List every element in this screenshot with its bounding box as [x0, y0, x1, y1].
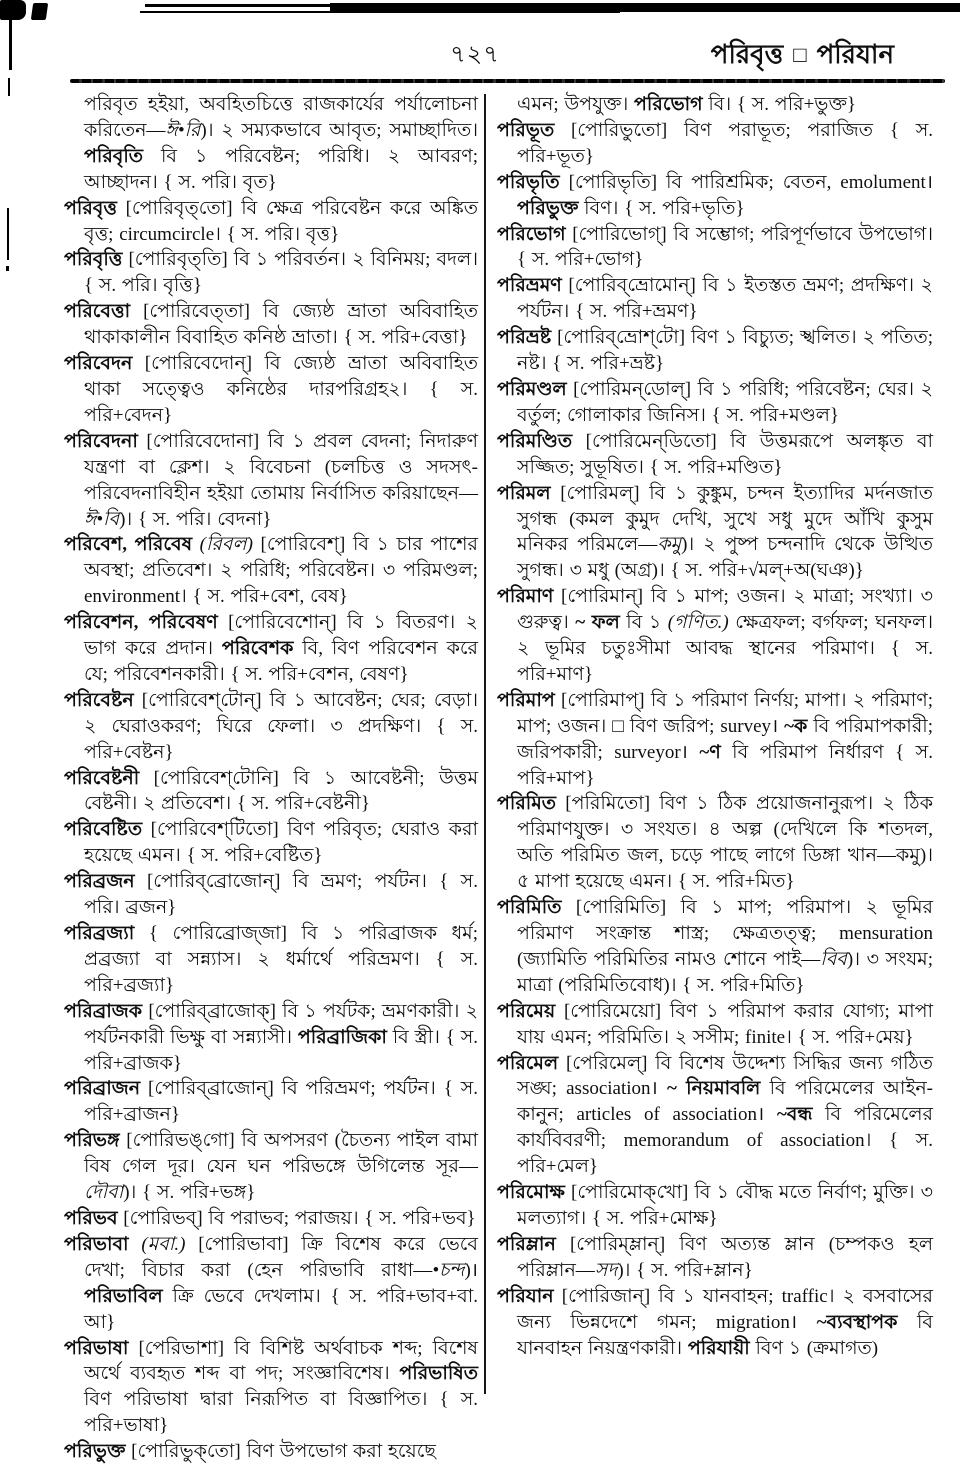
headword: পরিমণ্ডিত	[497, 430, 573, 452]
sub-headword: ~ ফল	[575, 612, 620, 634]
guide-words	[711, 34, 894, 78]
dict-entry	[64, 610, 478, 688]
dict-entry	[64, 999, 478, 1077]
sub-headword: ~ব্যবস্থাপক	[816, 1311, 898, 1333]
entry-text: )। ২ সম্যকভাবে আবৃত; সমাচ্ছাদিত।	[200, 119, 478, 141]
right-column	[497, 92, 933, 1361]
dict-entry	[64, 766, 478, 818]
entry-text: বিণ পরিভাষা দ্বারা নিরূপিত বা বিজ্ঞাপিত। { স. পরি+ভাষা}	[84, 1389, 478, 1437]
entry-text: [পোরিব্‌ব্রাজোক্‌] বি ১ পর্যটক; ভ্রমণকারী। ২ পর্যটনকারী ভিক্ষু বা সন্ন্যাসী।	[84, 1000, 478, 1048]
entry-text: (গণিত.)	[667, 612, 729, 634]
entry-text: [পোরিব্‌ভ্রোশ্‌টো] বিণ ১ বিচ্যুত; স্খলিত। ২ পতিত; নষ্ট। { স. পরি+ভ্রষ্ট}	[517, 327, 933, 375]
entry-text: [পোরিবেশ্‌] বি ১ চার পাশের অবস্থা; প্রতিবেশ। ২ পরিধি; পরিবেষ্টন। ৩ পরিমণ্ডল; environment। { স. পরি+বেশ, বেষ}	[84, 534, 478, 608]
scan-ink-band	[145, 4, 340, 7]
entry-text: [পোরিমোক্‌খো] বি ১ বৌদ্ধ মতে নির্বাণ; মুক্তি। ৩ মলত্যাগ। { স. পরি+মোক্ষ}	[517, 1182, 933, 1229]
headword: পরিমেল	[497, 1052, 559, 1074]
entry-text: { পোরিব্রোজ্‌জা] বি ১ পরিব্রাজক ধর্ম; প্রব্রজ্যা বা সন্ন্যাস। ২ ধর্মার্থে পরিভ্রমণ। { স. পরি+ব্রজ্যা}	[84, 923, 478, 996]
entry-text: [পোরিভুক্‌তো] বিণ উপভোগ করা হয়েছে	[125, 1441, 436, 1463]
headword: পরিবেষ্টিত	[64, 819, 143, 841]
entry-text: [পোরিবৃত্‌তো] বি ক্ষেত্র পরিবেষ্টন করে অঙ্কিত বৃত্ত; circumcircle। { স. পরি। বৃত্ত}	[84, 197, 478, 245]
headword: পরিমণ্ডল	[497, 378, 567, 400]
dict-entry	[497, 584, 933, 688]
entry-text: বিণ ১ (ক্রমাগত)	[749, 1337, 879, 1359]
ink-smudge	[7, 208, 9, 260]
entry-text: [পোরিবেশ্‌টোন্‌] বি ১ আবেষ্টন; ঘের; বেড়া। ২ ঘেরাওকরণ; ঘিরে ফেলা। ৩ প্রদক্ষিণ। { স. পরি+বেষ্টন}	[84, 689, 478, 763]
sub-headword: পরিভাষিত	[399, 1363, 478, 1385]
dict-entry	[497, 92, 933, 118]
dict-entry	[64, 817, 478, 869]
entry-text: ঈ•রি	[165, 119, 201, 141]
sub-headword: পরিবেশক	[221, 638, 294, 660]
dict-entry	[497, 481, 933, 585]
entry-text: বিব	[820, 948, 847, 970]
entry-text: [পোরিবেশ্‌টিতো] বিণ পরিবৃত; ঘেরাও করা হয়েছে এমন। { স. পরি+বেষ্টিত}	[84, 819, 478, 867]
entry-text: [পেরিভাশা] বি বিশিষ্ট অর্থবাচক শব্দ; বিশেষ অর্থে ব্যবহৃত শব্দ বা পদ; সংজ্ঞাবিশেষ।	[84, 1337, 478, 1385]
dict-entry	[497, 325, 933, 377]
headword: পরিব্রাজক	[64, 1000, 143, 1022]
dict-entry	[64, 196, 478, 248]
headword: পরিমোক্ষ	[497, 1182, 565, 1204]
entry-text: [পোরিমান্‌] বি ১ মাপ; ওজন। ২ মাত্রা; সংখ্যা। ৩ গুরুত্ব।	[517, 586, 933, 634]
sub-headword: পরিব্রাজিকা	[297, 1026, 387, 1048]
entry-text: (মবা.)	[128, 1233, 186, 1255]
dict-entry	[64, 1232, 478, 1336]
dict-entry	[497, 222, 933, 274]
page-header	[0, 36, 960, 72]
entry-text: বি ১	[619, 612, 668, 634]
entry-text: •চন্দ	[432, 1259, 465, 1281]
sub-headword: ~ণ	[699, 741, 721, 763]
dict-entry	[64, 532, 478, 610]
entry-text: ক্রি ভেবে দেখলাম। { স. পরি+ভাব+বা. আ}	[84, 1285, 478, 1333]
headword: পরিভব	[64, 1207, 118, 1229]
entry-text: বি পরিমাপকারী; জরিপকারী; surveyor।	[517, 715, 933, 763]
headword: পরিভাষা	[64, 1337, 129, 1359]
headword: পরিবেশন, পরিবেষণ	[64, 612, 218, 634]
headword: পরিভ্রষ্ট	[497, 327, 552, 349]
entry-text: বি পরিমেলের কার্যবিবরণী; memorandum of association। { স. পরি+মেল}	[517, 1104, 933, 1178]
entry-text: বিণ। { স. পরি+ভৃতি}	[578, 197, 745, 219]
entry-text: বি, বিণ পরিবেশন করে যে; পরিবেশনকারী। { স. পরি+বেশন, বেষণ}	[84, 638, 478, 685]
entry-text: বি স্ত্রী। { স. পরি+ব্রাজক}	[84, 1026, 478, 1074]
headword: পরিবেষ্টনী	[64, 767, 140, 789]
dict-entry	[64, 1336, 478, 1440]
entry-text: [পোরিভঙ্‌গো] বি অপসরণ (চৈতন্য পাইল বামা বিষ গেল দূর। যেন ঘন পরিভঙ্গে উগিলেন্ত সূর—	[84, 1130, 478, 1178]
entry-text: [পোরিজান্‌] বি ১ যানবাহন; traffic। ২ বসবাসের জন্য ভিন্নদেশে গমন; migration।	[517, 1285, 933, 1333]
sub-headword: পরিযায়ী	[687, 1337, 750, 1359]
entry-text: [পোরিভাবা] ক্রি বিশেষ করে ভেবে দেখা; বিচার করা (হেন পরিভাবি রাধা—	[84, 1233, 479, 1281]
headword: পরিবেষ্টন	[64, 689, 134, 711]
dict-entry	[497, 1284, 933, 1362]
headword: পরিযান	[497, 1285, 554, 1307]
separator-box-icon: □	[793, 42, 807, 67]
dict-entry	[497, 1051, 933, 1181]
dict-entry	[64, 299, 478, 351]
dict-entry	[64, 351, 478, 429]
headword: পরিমাপ	[497, 689, 555, 711]
headword: পরিমল	[497, 482, 551, 504]
entry-text: [পোরিবেদোন্‌] বি জ্যেষ্ঠ ভ্রাতা অবিবাহিত থাকা সত্ত্বেও কনিষ্ঠের দারপরিগ্রহ২। { স. পরি+বেদন}	[84, 353, 478, 426]
entry-text: )। ৩ সংযম; মাত্রা (পরিমিতিবোধ)। { স. পরি+মিতি}	[517, 948, 933, 996]
guide-word-left: পরিবৃত্ত	[710, 40, 784, 69]
entry-text: [পোরিমিতি] বি ১ মাপ; পরিমাপ। ২ ভূমির পরিমাণ সংক্রান্ত শাস্ত্র; ক্ষেত্রতত্ত্ব; mensuration (জ্যামিতি পরিমিতির নামও শোনে পাই—	[517, 897, 933, 970]
dict-entry	[64, 1206, 478, 1232]
headword: পরিবেদনা	[64, 430, 138, 452]
entry-text: [পোরিবেত্‌তা] বি জ্যেষ্ঠ ভ্রাতা অবিবাহিত থাকাকালীন বিবাহিত কনিষ্ঠ ভ্রাতা। { স. পরি+বেত্তা}	[84, 301, 478, 349]
scan-ink-band	[140, 11, 620, 13]
headword: পরিমিতি	[497, 897, 562, 919]
entry-text: পরিবৃত হইয়া, অবহিতচিত্তে রাজকার্যের পর্যালোচনা করিতেন—	[84, 94, 478, 141]
ink-smudge	[31, 3, 48, 20]
sub-headword: ~বন্ধ	[776, 1104, 813, 1126]
dict-entry	[497, 895, 933, 999]
entry-text: [পোরিভৃতি] বি পারিশ্রমিক; বেতন, emolument।	[559, 171, 933, 193]
entry-text: [পোরিব্‌ভ্রোমোন্‌] বি ১ ইতস্তত ভ্রমণ; প্রদক্ষিণ। ২ পর্যটন। { স. পরি+ভ্রমণ}	[517, 275, 933, 323]
guide-word-right: পরিযান	[816, 40, 894, 69]
entry-text: [পোরিমাপ্‌] বি ১ পরিমাণ নির্ণয়; মাপা। ২ পরিমাণ; মাপ; ওজন। □ বিণ জরিপ; survey।	[517, 689, 933, 737]
ink-smudge	[0, 0, 26, 20]
dict-entry	[497, 273, 933, 325]
entry-text: [পোরিভব্‌] বি পরাভব; পরাজয়। { স. পরি+ভব}	[117, 1207, 476, 1229]
headword: পরিভূত	[497, 119, 555, 141]
entry-text: )। { স. পরি+ভঙ্গ}	[123, 1182, 256, 1204]
entry-text: বি যানবাহন নিয়ন্ত্রণকারী।	[517, 1311, 933, 1359]
entry-text: কমু	[657, 534, 682, 556]
dict-entry	[64, 92, 478, 196]
entry-text: [পোরিবৃত্‌তি] বি ১ পরিবর্তন। ২ বিনিময়; বদল। { স. পরি। বৃত্তি}	[84, 249, 478, 297]
entry-text: [পোরিমন্‌ডোল্‌] বি ১ পরিধি; পরিবেষ্টন; ঘের। ২ বর্তুল; গোলাকার জিনিস। { স. পরি+মণ্ডল}	[517, 378, 933, 426]
entry-text: [পোরিবেশ্‌টোনি] বি ১ আবেষ্টনী; উত্তম বেষ্টনী। ২ প্রতিবেশ। { স. পরি+বেষ্টনী}	[84, 767, 478, 815]
entry-text: [পোরিমেয়ো] বিণ ১ পরিমাপ করার যোগ্য; মাপা যায় এমন; পরিমিতি। ২ সসীম; finite। { স. পরি+মেয়}	[517, 1000, 933, 1048]
headword: পরিভ্রমণ	[497, 275, 562, 297]
dict-entry	[64, 688, 478, 766]
entry-text: (রিবল)	[192, 534, 253, 556]
left-column	[64, 92, 478, 1465]
entry-text: [পোরিব্‌ব্রোজোন্‌] বি ভ্রমণ; পর্যটন। { স. পরি। ব্রজন}	[84, 871, 478, 919]
entry-text: )। ২ পুষ্প চন্দনাদি থেকে উত্থিত সুগন্ধ। ৩ মধু (অগ্র)। { স. পরি+√মল্‌+অ(ঘঞ)}	[517, 534, 933, 582]
entry-text: বি পরিমাপ নির্ধারণ { স. পরি+মাপ}	[517, 741, 933, 789]
entry-text: বি। { স. পরি+ভুক্ত}	[702, 94, 857, 115]
headword: পরিভঙ্গ	[64, 1130, 120, 1152]
headword: পরিভৃতি	[497, 171, 560, 193]
entry-text: বি ১ পরিবেষ্টন; পরিধি। ২ আবরণ; আচ্ছাদন। { স. পরি। বৃত}	[84, 145, 478, 193]
headword: পরিব্রাজন	[64, 1078, 141, 1100]
entry-text: )। { স. পরি+ম্লান}	[617, 1259, 753, 1281]
headword: পরিমাণ	[497, 586, 554, 608]
dict-entry	[64, 247, 478, 299]
dict-entry	[64, 429, 478, 533]
sub-headword: পরিভোগ	[634, 94, 703, 115]
headword: পরিমেয়	[497, 1000, 556, 1022]
headword: পরিবেত্তা	[64, 301, 131, 323]
entry-text: এমন; উপযুক্ত।	[517, 94, 635, 115]
headword: পরিবেদন	[64, 353, 133, 375]
entry-text: [পোরিবেদোনা] বি ১ প্রবল বেদনা; নিদারুণ যন্ত্রণা বা ক্লেশ। ২ বিবেচনা (চলচিত্ত ও সদসৎ-পরিবেদনাবিহীন হইয়া তোমায় নির্বাসিত করিয়াছেন—	[84, 430, 478, 504]
entry-text: ঈ•বি	[84, 508, 120, 530]
sub-headword: ~ক	[784, 715, 808, 737]
dict-entry	[64, 1439, 478, 1465]
header-rule	[70, 79, 945, 83]
dict-entry	[497, 170, 933, 222]
headword: পরিবৃত্ত	[64, 197, 117, 219]
headword: পরিবেশ, পরিবেষ	[64, 534, 193, 556]
column-divider	[484, 94, 486, 1394]
headword: পরিবৃত্তি	[64, 249, 123, 271]
entry-text: দৌবা	[84, 1182, 124, 1204]
entry-text: [পোরিম্‌ম্লান্‌] বিণ অত্যন্ত ম্লান (চম্পকও হল পরিম্লান—	[517, 1233, 933, 1281]
dict-entry	[497, 1232, 933, 1284]
headword: পরিভোগ	[497, 223, 566, 245]
headword: পরিব্রজ্যা	[64, 923, 135, 944]
entry-text: [পোরিমল্‌] বি ১ কুঙ্কুম, চন্দন ইত্যাদির মর্দনজাত সুগন্ধ (কমল কুমুদ দেখি, সুখে সধু মুদে আঁখি কুসুম মনিকর পরিমলে—	[517, 482, 933, 556]
entry-text: [পেরিমেল্‌] বি বিশেষ উদ্দেশ্য সিদ্ধির জন্য গঠিত সঙ্ঘ; association।	[517, 1052, 933, 1100]
sub-headword: ~ নিয়মাবলি	[667, 1078, 761, 1100]
dict-entry	[497, 999, 933, 1051]
dict-entry	[497, 1180, 933, 1232]
dict-entry	[497, 688, 933, 792]
dict-entry	[64, 869, 478, 921]
headword: পরিমিত	[497, 793, 557, 815]
sub-headword: পরিভুক্ত	[517, 197, 579, 219]
entry-text: সদ	[594, 1259, 618, 1281]
entry-text: বি পরিমেলের আইন-কানুন; articles of association।	[517, 1078, 934, 1126]
headword: পরিভুক্ত	[64, 1441, 126, 1463]
entry-text: [পোরিব্‌ব্রাজোন্‌] বি পরিভ্রমণ; পর্যটন। { স. পরি+ব্রাজন}	[84, 1078, 478, 1126]
entry-text: )। { স. পরি। বেদনা}	[119, 508, 272, 530]
entry-text: [পোরিভুতো] বিণ পরাভূত; পরাজিত { স. পরি+ভূত}	[517, 119, 933, 167]
dict-entry	[497, 429, 933, 481]
ink-smudge	[8, 78, 10, 96]
dict-entry	[64, 1128, 478, 1206]
entry-text: ক্ষেত্রফল; বর্গফল; ঘনফল। ২ ভূমির চতুঃসীমা আবদ্ধ স্থানের পরিমাণ। { স. পরি+মাণ}	[517, 612, 933, 685]
dict-entry	[497, 118, 933, 170]
dict-entry	[64, 1076, 478, 1128]
headword: পরিম্লান	[497, 1233, 556, 1255]
dict-entry	[64, 921, 478, 999]
dict-entry	[497, 791, 933, 895]
entry-text: [পোরিভোগ্‌] বি সম্ভোগ; পরিপূর্ণভাবে উপভোগ। { স. পরি+ভোগ}	[517, 223, 933, 271]
headword: পরিভাবা	[64, 1233, 129, 1255]
ink-smudge	[6, 266, 9, 271]
page-number: ৭২৭	[450, 42, 500, 68]
sub-headword: পরিবৃতি	[84, 145, 144, 167]
headword: পরিব্রজন	[64, 871, 135, 893]
entry-text: [পরিমিতো] বিণ ১ ঠিক প্রয়োজনানুরূপ। ২ ঠিক পরিমাণযুক্ত। ৩ সংযত। ৪ অল্প (দেখিলে কি শতদল, অতি পরিমিত জল, চড়ে পাছে লাগে ডিঙ্গা খান—কমু)। ৫ মাপা হয়েছে এমন। { স. পরি+মিত}	[517, 793, 933, 893]
dict-entry	[497, 377, 933, 429]
entry-text: )।	[464, 1259, 478, 1281]
sub-headword: পরিভাবিল	[84, 1285, 163, 1307]
entry-text: [পোরিবেশোন্‌] বি ১ বিতরণ। ২ ভাগ করে প্রদান।	[84, 612, 478, 660]
entry-text: [পোরিমেন্‌ডিতো] বি উত্তমরূপে অলঙ্কৃত বা সজ্জিত; সুভূষিত। { স. পরি+মণ্ডিত}	[517, 430, 933, 478]
